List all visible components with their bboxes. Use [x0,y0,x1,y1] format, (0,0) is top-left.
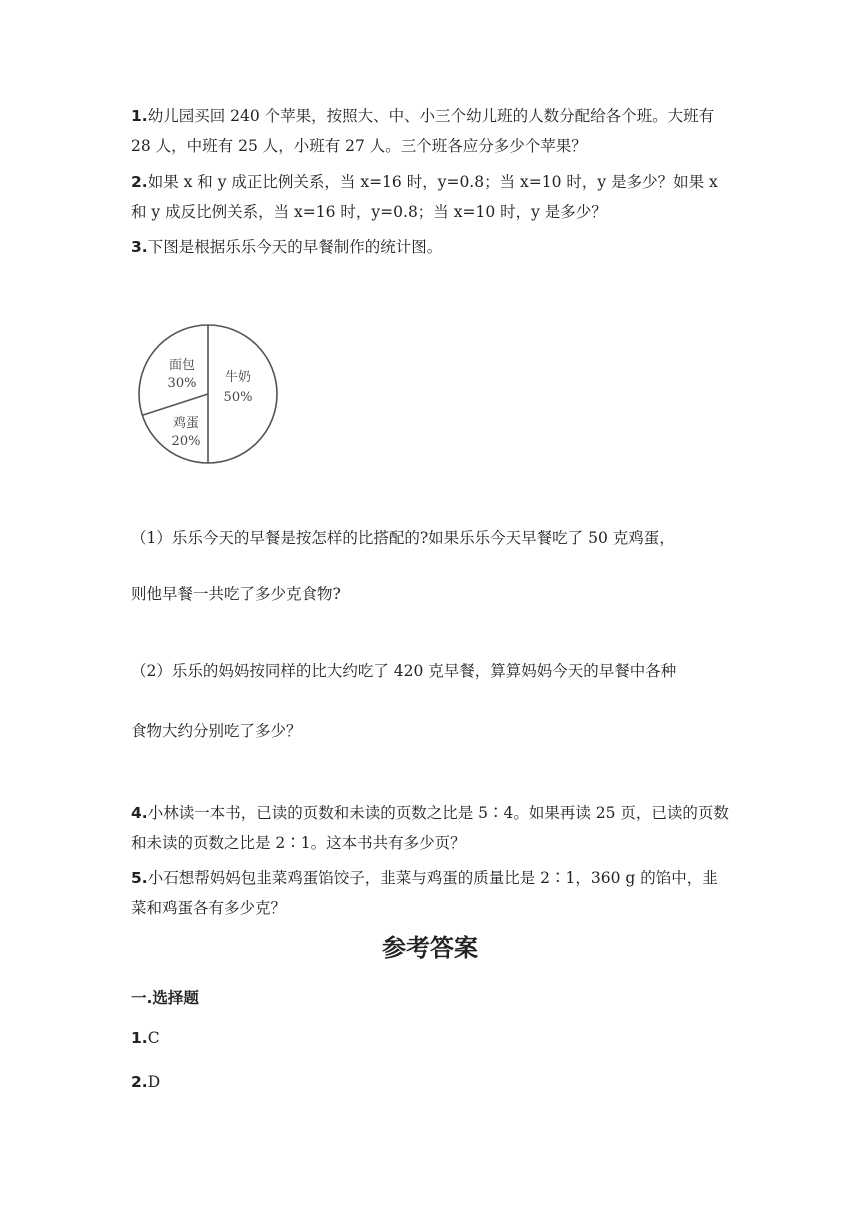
question-1 [131,101,731,161]
answer-number: 1. [131,1029,148,1047]
question-text: 小石想帮妈妈包韭菜鸡蛋馅饺子，韭菜与鸡蛋的质量比是 2∶1，360 g 的馅中，韭菜和鸡蛋各有多少克？ [131,869,718,917]
question-number: 3. [131,238,148,256]
answer-item [131,1029,160,1047]
slice-label-bread: 面包 [168,358,196,373]
question-number: 5. [131,869,148,887]
breakfast-pie-chart [134,323,284,465]
question-number: 2. [131,173,148,191]
slice-value-egg: 20% [171,434,201,449]
question-2 [131,167,731,227]
section-heading: 一.选择题 [131,989,199,1007]
question-number: 4. [131,804,148,822]
answer-key-title: 参考答案 [382,934,478,962]
question-5 [131,863,731,923]
answer-number: 2. [131,1073,148,1091]
sub-question-2-line-2: 食物大约分别吃了多少？ [131,722,302,740]
slice-value-milk: 50% [223,390,253,405]
slice-value-bread: 30% [167,376,197,391]
question-text: 下图是根据乐乐今天的早餐制作的统计图。 [147,238,443,256]
question-4 [131,798,731,858]
question-text: 幼儿园买回 240 个苹果，按照大、中、小三个幼儿班的人数分配给各个班。大班有 28 人，中班有 25 人，小班有 27 人。三个班各应分多少个苹果？ [131,107,715,155]
question-text: 如果 x 和 y 成正比例关系，当 x=16 时，y=0.8；当 x=10 时，y 是多少？如果 x 和 y 成反比例关系，当 x=16 时，y=0.8；当 x=10 时，y 是多少？ [131,173,718,221]
question-3 [131,232,731,262]
question-text: 小林读一本书，已读的页数和未读的页数之比是 5∶4。如果再读 25 页，已读的页数和未读的页数之比是 2∶1。这本书共有多少页？ [131,804,729,852]
sub-question-1-line-1: （1）乐乐今天的早餐是按怎样的比搭配的?如果乐乐今天早餐吃了 50 克鸡蛋， [131,529,675,547]
answer-item [131,1073,160,1091]
slice-divider-bread-egg [142,394,208,415]
question-number: 1. [131,107,148,125]
slice-label-egg: 鸡蛋 [172,416,200,431]
answer-value: C [147,1029,160,1047]
sub-question-1-line-2: 则他早餐一共吃了多少克食物? [131,585,341,603]
slice-label-milk: 牛奶 [224,370,252,385]
answer-value: D [147,1073,161,1091]
sub-question-2-line-1: （2）乐乐的妈妈按同样的比大约吃了 420 克早餐，算算妈妈今天的早餐中各种 [131,662,677,680]
